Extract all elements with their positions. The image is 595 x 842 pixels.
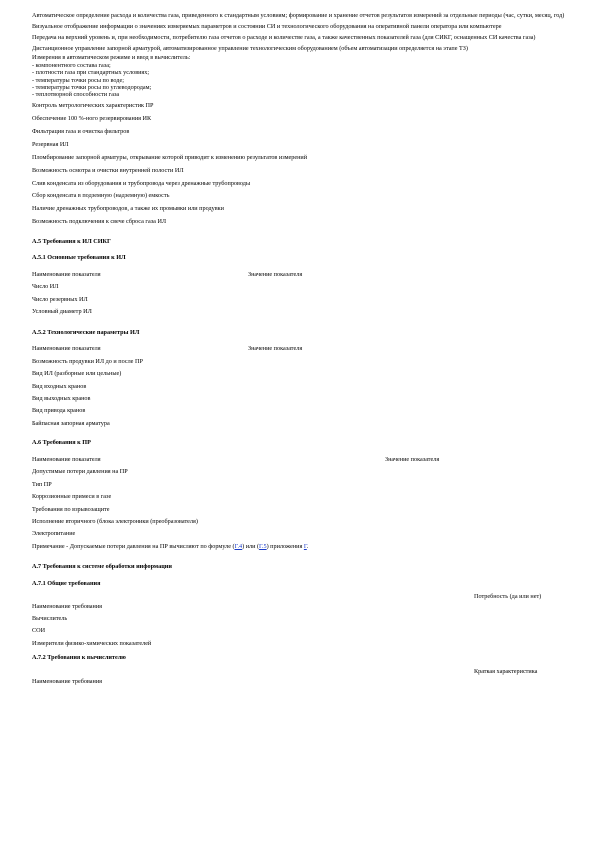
table-cell: Число резервных ИЛ bbox=[32, 295, 88, 303]
table-row bbox=[32, 358, 572, 370]
intro-paragraph: Дистанционное управление запорной арматурой, автоматизированное управление технологическим оборудованием (объем автоматизации определяется на этапе ТЗ) bbox=[32, 44, 468, 52]
table-cell: Условный диаметр ИЛ bbox=[32, 308, 92, 316]
table-cell: Допустимые потери давления на ПР bbox=[32, 468, 128, 476]
table-a51 bbox=[32, 271, 572, 321]
column-header: Наименование требования bbox=[32, 603, 103, 611]
column-header: Наименование требования bbox=[32, 677, 103, 685]
table-row bbox=[32, 383, 572, 395]
requirement-item: Возможность осмотра и очистки внутренней полости ИЛ bbox=[32, 166, 184, 174]
column-header: Значение показателя bbox=[385, 455, 440, 463]
column-header: Значение показателя bbox=[248, 270, 303, 278]
intro-paragraph: Визуальное отображение информации о значениях измеряемых параметров и состоянии СИ и технологического оборудования на оперативной панели оператора или компьютере bbox=[32, 22, 502, 30]
measurement-item: - теплотворной способности газа bbox=[32, 91, 120, 99]
subsection-heading-a72: А.7.2 Требования к вычислителю bbox=[32, 654, 126, 662]
measurement-block bbox=[32, 54, 572, 99]
table-row bbox=[32, 493, 572, 505]
table-cell: Коррозионные примеси в газе bbox=[32, 493, 112, 501]
table-row bbox=[32, 481, 572, 493]
table-cell: Требования по взрывозащите bbox=[32, 505, 110, 513]
note-text: ) или ( bbox=[242, 542, 260, 550]
table-cell: СОИ bbox=[32, 627, 46, 635]
table-cell: Вид входных кранов bbox=[32, 382, 87, 390]
requirement-item: Наличие дренажных трубопроводов, а также их промывки или продувки bbox=[32, 205, 224, 213]
note-text: . bbox=[306, 542, 309, 550]
table-header-row bbox=[32, 271, 572, 284]
formula-link-g4[interactable]: Г.4 bbox=[234, 542, 243, 550]
measurement-item: - температуры точки росы по углеводородам; bbox=[32, 84, 152, 91]
requirement-item: Возможность подключения к свече сброса газа ИЛ bbox=[32, 218, 167, 226]
subsection-heading-a52: А.5.2 Технологические параметры ИЛ bbox=[32, 328, 140, 336]
table-header-row bbox=[32, 345, 572, 358]
table-cell: Тип ПР bbox=[32, 480, 52, 488]
table-cell: Вычислитель bbox=[32, 615, 68, 623]
table-cell: Измерители физико-химических показателей bbox=[32, 639, 152, 647]
measurement-item: - плотности газа при стандартных условиях; bbox=[32, 69, 150, 77]
table-a52 bbox=[32, 345, 572, 432]
table-cell: Электропитание bbox=[32, 530, 76, 538]
formula-link-g5[interactable]: Г.5 bbox=[259, 542, 267, 550]
requirement-item: Резервная ИЛ bbox=[32, 140, 69, 148]
table-row bbox=[32, 395, 572, 407]
table-cell: Исполнение вторичного (блока электроники (преобразователя) bbox=[32, 517, 198, 525]
appendix-link-g[interactable]: Г bbox=[303, 542, 307, 550]
table-a6 bbox=[32, 456, 572, 543]
requirement-item: Обеспечение 100 %-ного резервирования ИК bbox=[32, 114, 152, 122]
column-header: Наименование показателя bbox=[32, 455, 101, 463]
requirement-item: Контроль метрологических характеристик ПР bbox=[32, 101, 154, 109]
table-row bbox=[32, 407, 572, 419]
table-cell: Вид ИЛ (разборные или цельные) bbox=[32, 370, 122, 378]
table-cell: Вид привода кранов bbox=[32, 407, 86, 415]
table-row bbox=[32, 296, 572, 308]
table-row bbox=[32, 615, 572, 627]
table-header-row bbox=[32, 593, 572, 615]
document-body bbox=[32, 12, 572, 690]
table-row bbox=[32, 530, 572, 542]
measurement-title: Измерения в автоматическом режиме и ввод в вычислитель: bbox=[32, 54, 191, 62]
note-text: Примечание - Допускаемые потери давления на ПР вычисляют по формуле ( bbox=[32, 542, 235, 550]
table-a72 bbox=[32, 668, 572, 690]
table-a71 bbox=[32, 593, 572, 652]
section-heading-a5: А.5 Требования к ИЛ СИКГ bbox=[32, 237, 111, 245]
requirement-item: Слив конденсата из оборудования и трубопровода через дренажные трубопроводы bbox=[32, 179, 251, 187]
subsection-heading-a71: А.7.1 Общие требования bbox=[32, 579, 101, 587]
column-header: Наименование показателя bbox=[32, 270, 101, 278]
table-cell: Число ИЛ bbox=[32, 283, 59, 291]
table-cell: Возможность продувки ИЛ до и после ПР bbox=[32, 357, 143, 365]
table-cell: Байпасная запорная арматура bbox=[32, 419, 110, 427]
column-header: Наименование показателя bbox=[32, 345, 101, 353]
table-row bbox=[32, 283, 572, 295]
table-row bbox=[32, 468, 572, 480]
table-row bbox=[32, 420, 572, 432]
column-header: Потребность (да или нет) bbox=[474, 593, 542, 601]
subsection-heading-a51: А.5.1 Основные требования к ИЛ bbox=[32, 254, 126, 262]
requirement-item: Сбор конденсата в подземную (надземную) емкость bbox=[32, 192, 170, 200]
table-cell: Вид выходных кранов bbox=[32, 395, 91, 402]
table-header-row bbox=[32, 668, 572, 690]
table-row bbox=[32, 518, 572, 530]
section-heading-a6: А.6 Требования к ПР bbox=[32, 439, 91, 447]
table-note bbox=[32, 543, 572, 550]
column-header: Краткая характеристика bbox=[474, 667, 538, 675]
table-row bbox=[32, 627, 572, 639]
table-row bbox=[32, 640, 572, 652]
measurement-item: - компонентного состава газа; bbox=[32, 61, 111, 69]
column-header: Значение показателя bbox=[248, 345, 303, 353]
measurement-item: - температуры точки росы по воде; bbox=[32, 76, 124, 84]
intro-paragraph: Автоматическое определение расхода и количества газа, приведенного к стандартным условиям; формирование и хранение отчетов результатов измерений за отдельные периоды (час, сутки, месяц, год) bbox=[32, 12, 565, 19]
intro-paragraph: Передача на верхний уровень и, при необходимости, потребителю газа отчетов о расходе и количестве газа, а также качественных показателей газа (для СИКГ, оснащенных СИ качества газа) bbox=[32, 33, 536, 41]
requirement-item: Пломбирование запорной арматуры, открывание которой приводит к изменению результатов измерений bbox=[32, 153, 308, 161]
requirements-list bbox=[32, 102, 572, 226]
requirement-item: Фильтрация газа и очистка фильтров bbox=[32, 127, 130, 135]
table-row bbox=[32, 308, 572, 320]
table-row bbox=[32, 370, 572, 382]
section-heading-a7: А.7 Требования к системе обработки информации bbox=[32, 563, 172, 571]
table-header-row bbox=[32, 456, 572, 469]
table-row bbox=[32, 506, 572, 518]
note-text: ) приложения bbox=[266, 542, 304, 550]
